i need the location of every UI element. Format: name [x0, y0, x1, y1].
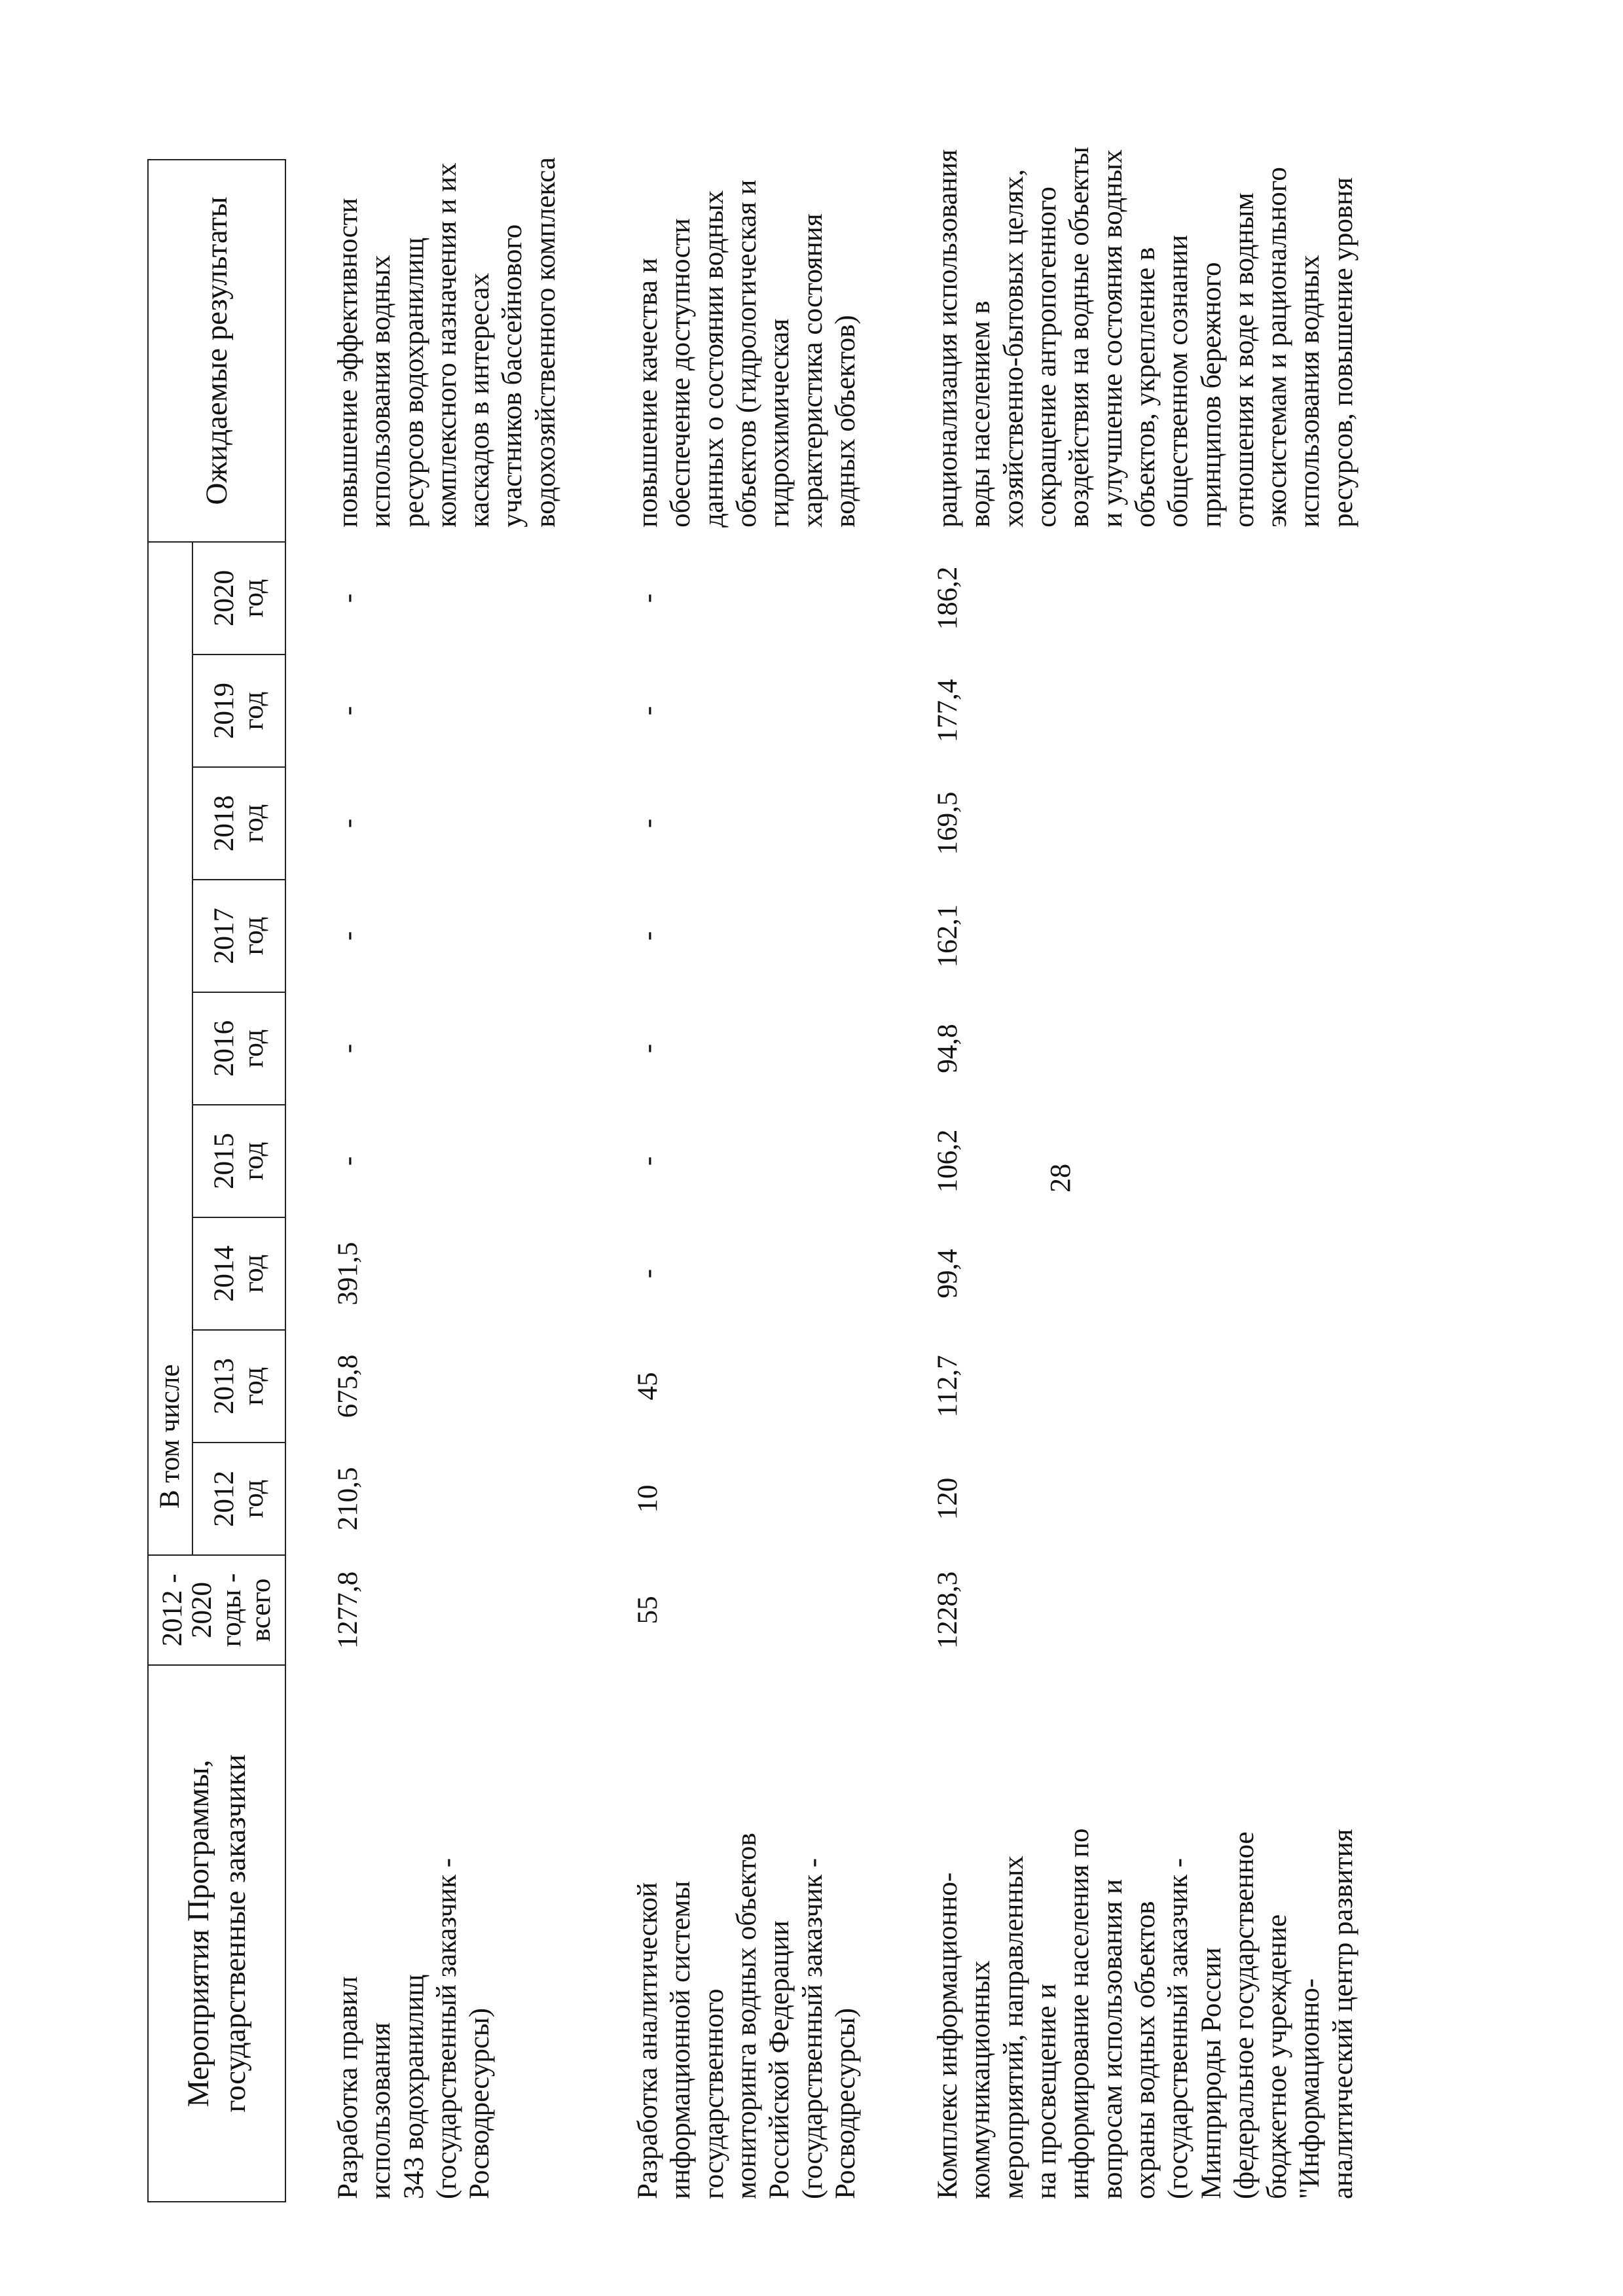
year-cell: -: [632, 706, 664, 716]
year-cell: 106,2: [932, 1129, 964, 1193]
rotated-table-container: [147, 147, 1359, 2202]
results-line: ресурсов водохранилищ: [398, 237, 429, 528]
results-line: и улучшение состояния водных: [1097, 149, 1128, 528]
program-table: [147, 147, 1425, 2202]
event-line: мероприятий, направленных: [998, 1856, 1029, 2199]
year-cell: 186,2: [932, 566, 964, 630]
header-year-num: 2019: [208, 683, 240, 739]
results-line: общественном сознании: [1163, 234, 1194, 528]
event-line: 343 водохранилищ: [398, 1974, 429, 2199]
event-line: (государственный заказчик -: [1163, 1857, 1194, 2199]
header-results: Ожидаемые результаты: [148, 160, 285, 542]
header-year-num: 2012: [208, 1471, 240, 1527]
results-cell: [628, 160, 928, 542]
year-cell: -: [632, 593, 664, 603]
results-line: экосистемам и рационального: [1262, 167, 1293, 528]
event-line: информирование населения по: [1064, 1828, 1095, 2199]
year-cell: -: [333, 593, 363, 603]
header-year: [192, 1217, 285, 1330]
page-number: 28: [1044, 1164, 1076, 1193]
table-header: [148, 160, 285, 2202]
header-year-word: год: [238, 579, 269, 618]
results-line: принципов бережного: [1195, 262, 1227, 528]
results-cell: [928, 147, 1425, 542]
header-year-num: 2017: [208, 908, 240, 964]
table-row: [628, 160, 928, 2202]
header-year-num: 2013: [208, 1358, 240, 1414]
event-line: использования: [365, 2022, 397, 2199]
header-year-num: 2018: [208, 795, 240, 852]
year-cell: -: [632, 1156, 664, 1166]
event-line: информационной системы: [665, 1880, 697, 2199]
event-cell: [285, 1665, 628, 2202]
table-row: [285, 160, 628, 2202]
header-year-num: 2015: [208, 1133, 240, 1189]
header-year-word: год: [238, 804, 269, 843]
event-line: на просвещение и: [1031, 1983, 1063, 2199]
total-cell: 55: [632, 1596, 664, 1624]
results-cell: [285, 157, 628, 542]
event-line: мониторинга водных объектов: [731, 1833, 762, 2199]
event-cell: [628, 1665, 928, 2202]
results-line: обеспечение доступности: [665, 218, 697, 528]
event-line: Росводресурсы): [830, 2007, 861, 2199]
year-cell: -: [632, 818, 664, 829]
results-line: гидрохимическая: [764, 318, 795, 528]
results-line: объектов (гидрологическая и: [731, 179, 762, 528]
results-line: повышение качества и: [632, 258, 664, 528]
header-year-word: год: [238, 1254, 269, 1293]
event-line: Минприроды России: [1195, 1947, 1227, 2199]
event-line: Комплекс информационно-: [932, 1872, 964, 2199]
table-row: [928, 160, 1425, 2202]
year-cell: 391,5: [333, 1242, 363, 1306]
year-cell: 10: [632, 1484, 664, 1513]
year-cell: -: [333, 818, 363, 829]
results-line: повышение эффективности: [333, 198, 363, 528]
year-cell: 94,8: [932, 1024, 964, 1073]
results-line: водных объектов): [830, 315, 861, 528]
header-including: В том числе: [148, 542, 192, 1555]
header-year: [192, 767, 285, 880]
header-total-line: 2012 -: [156, 1573, 188, 1647]
header-year: [192, 880, 285, 992]
table-body: [285, 147, 1425, 2202]
event-line: аналитический центр развития: [1327, 1829, 1359, 2199]
results-line: объектов, укрепление в: [1129, 247, 1161, 528]
year-cell: 45: [632, 1372, 664, 1401]
header-year-word: год: [238, 1141, 269, 1181]
total-cell: 1277,8: [333, 1571, 363, 1649]
header-year-num: 2014: [208, 1246, 240, 1302]
year-cell: 112,7: [932, 1355, 964, 1418]
event-line: (государственный заказчик -: [797, 1857, 828, 2199]
results-line: рационализация использования: [932, 149, 964, 528]
results-line: сокращение антропогенного: [1031, 187, 1063, 528]
results-line: воздействия на водные объекты: [1064, 147, 1095, 528]
year-cell: -: [333, 1043, 363, 1054]
event-line: вопросам использования и: [1097, 1879, 1128, 2199]
year-cell: -: [632, 1268, 664, 1279]
event-line: Росводресурсы): [464, 2007, 496, 2199]
year-cell: 169,5: [932, 791, 964, 855]
year-cell: 675,8: [333, 1354, 363, 1418]
year-cell: -: [632, 931, 664, 941]
results-line: данных о состоянии водных: [698, 190, 729, 528]
header-year-word: год: [238, 1367, 269, 1406]
results-line: характеристика состояния: [797, 213, 828, 528]
results-line: хозяйственно-бытовых целях,: [998, 169, 1029, 528]
event-line: коммуникационных: [965, 1960, 996, 2199]
event-cell: [928, 1665, 1425, 2202]
year-cell: 210,5: [333, 1467, 363, 1531]
header-total-line: всего: [246, 1578, 277, 1642]
year-cell: -: [333, 1156, 363, 1166]
year-cell: -: [333, 706, 363, 716]
results-line: участников бассейнового: [497, 224, 528, 528]
header-year: [192, 992, 285, 1105]
event-line: (федеральное государственное: [1228, 1831, 1260, 2199]
event-line: Разработка правил: [333, 1976, 363, 2199]
results-line: водохозяйственного комплекса: [530, 157, 561, 528]
header-year-num: 2020: [208, 569, 240, 626]
results-line: использования водных: [365, 255, 397, 528]
header-year: [192, 542, 285, 655]
event-line: (государственный заказчик -: [431, 1857, 462, 2199]
results-line: комплексного назначения и их: [431, 162, 462, 528]
results-line: воды населением в: [965, 300, 996, 528]
header-year: [192, 655, 285, 767]
header-year-word: год: [238, 1479, 269, 1518]
year-cell: 162,1: [932, 904, 964, 968]
results-line: каскадов в интересах: [464, 272, 496, 528]
header-year-word: год: [238, 916, 269, 956]
header-total-line: 2020: [186, 1582, 217, 1638]
header-year-num: 2016: [208, 1020, 240, 1077]
header-total: [148, 1555, 285, 1665]
header-year-word: год: [238, 1029, 269, 1068]
total-cell: 1228,3: [932, 1571, 964, 1649]
event-line: охраны водных объектов: [1129, 1901, 1161, 2199]
header-total-line: годы -: [216, 1573, 247, 1647]
header-event: Мероприятия Программы, государственные заказчики: [148, 1665, 285, 2202]
results-line: использования водных: [1294, 255, 1326, 528]
year-cell: -: [632, 1043, 664, 1054]
event-line: "Информационно-: [1294, 1978, 1326, 2199]
event-line: Разработка аналитической: [632, 1882, 664, 2199]
event-line: государственного: [698, 1988, 729, 2199]
year-cell: 177,4: [932, 679, 964, 743]
header-year: [192, 1330, 285, 1443]
event-line: Российской Федерации: [764, 1920, 795, 2199]
year-cell: 120: [932, 1477, 964, 1520]
year-cell: -: [333, 931, 363, 941]
event-line: бюджетное учреждение: [1262, 1914, 1293, 2199]
header-year-word: год: [238, 691, 269, 730]
header-year: [192, 1443, 285, 1555]
year-cell: 99,4: [932, 1249, 964, 1299]
header-year: [192, 1105, 285, 1217]
results-line: ресурсов, повышение уровня: [1327, 177, 1359, 528]
results-line: отношения к воде и водным: [1228, 192, 1260, 528]
